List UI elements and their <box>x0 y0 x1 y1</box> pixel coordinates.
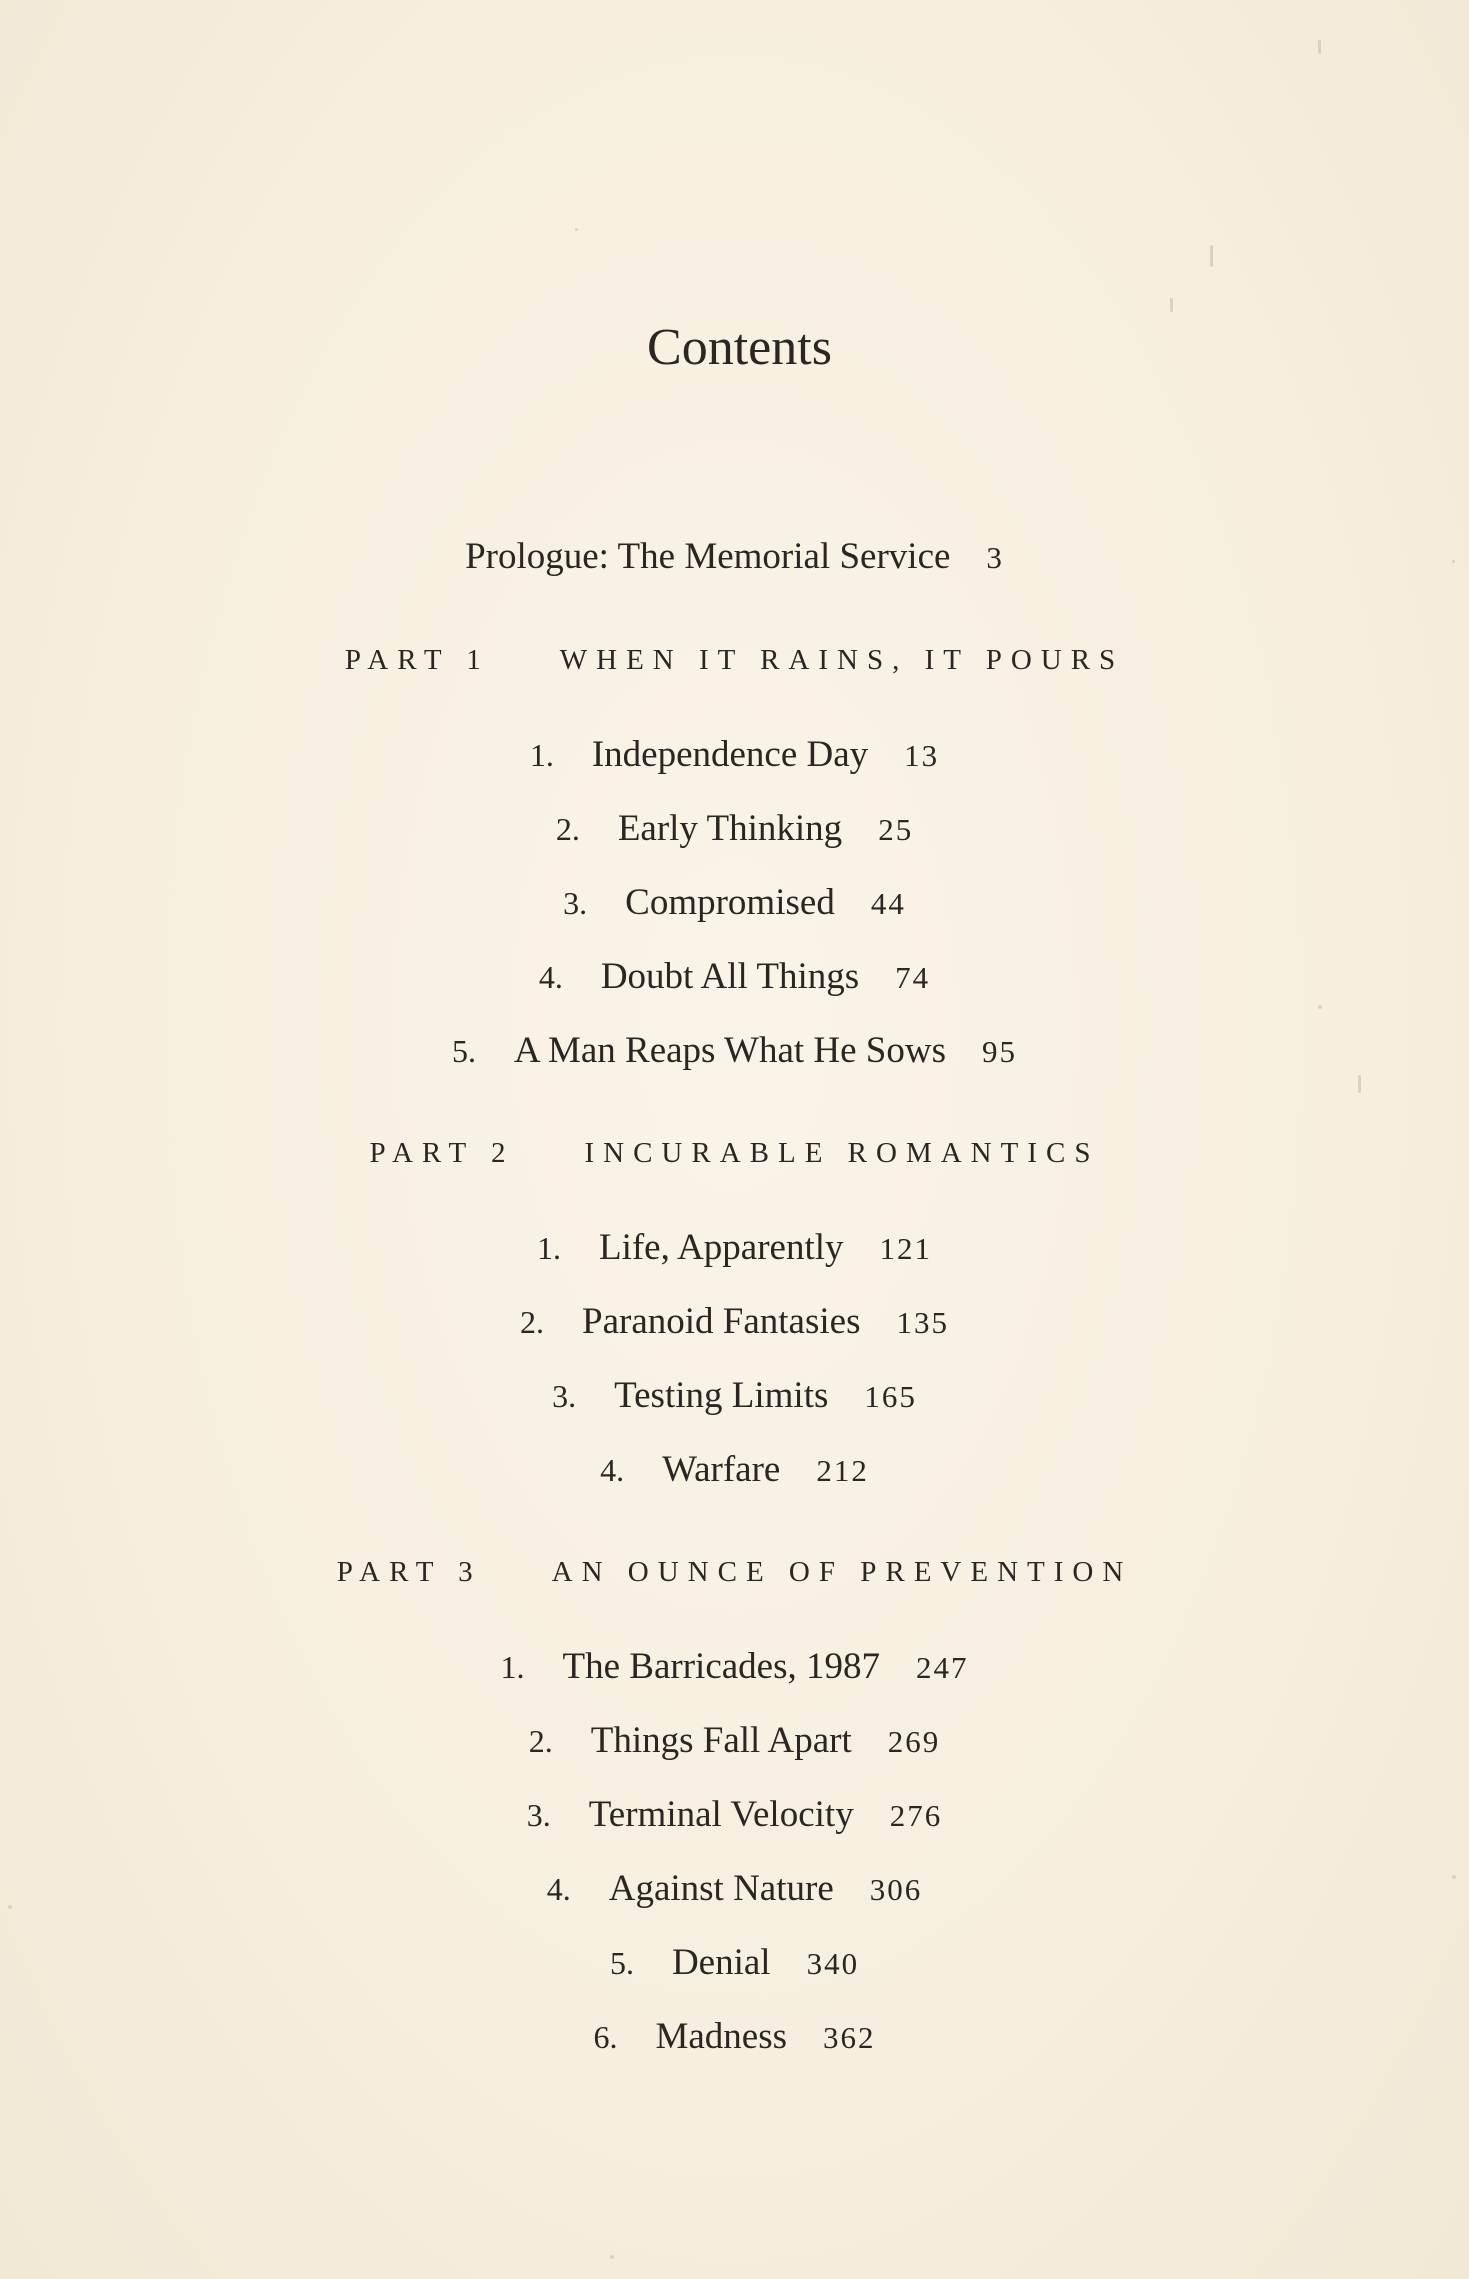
entry-title: Life, Apparently <box>598 1227 844 1268</box>
toc-entry <box>0 1941 1469 1984</box>
entry-page: 340 <box>806 1946 860 1981</box>
entry-page: 44 <box>870 886 906 921</box>
toc-entry <box>0 1300 1469 1343</box>
entry-page: 276 <box>889 1798 943 1833</box>
toc-entry <box>0 1645 1469 1688</box>
entry-number: 2. <box>520 1304 544 1340</box>
entry-page: 95 <box>981 1034 1017 1069</box>
paper-mark <box>1358 1075 1361 1093</box>
part-title: WHEN IT RAINS, IT POURS <box>559 644 1125 676</box>
part-label: PART 2 <box>369 1137 515 1169</box>
entry-page: 3 <box>986 540 1004 575</box>
entry-title: Testing Limits <box>614 1375 829 1416</box>
entry-page: 121 <box>879 1231 933 1266</box>
entry-title: Denial <box>671 1942 771 1983</box>
entry-title: Madness <box>655 2016 788 2057</box>
entry-page: 74 <box>895 960 931 995</box>
part-title: AN OUNCE OF PREVENTION <box>551 1556 1133 1588</box>
entry-number: 3. <box>526 1797 551 1833</box>
entry-title: The Barricades, 1987 <box>562 1646 880 1687</box>
toc-entry <box>0 1448 1469 1491</box>
entry-title: Doubt All Things <box>600 956 860 997</box>
toc-entry <box>0 1029 1469 1072</box>
entry-title: Terminal Velocity <box>588 1794 854 1835</box>
entry-page: 13 <box>904 738 940 773</box>
toc-entry <box>0 1719 1469 1762</box>
entry-number: 5. <box>452 1033 477 1069</box>
entry-number: 3. <box>563 885 588 921</box>
entry-number: 3. <box>552 1378 577 1414</box>
entry-number: 2. <box>528 1723 553 1759</box>
entry-number: 4. <box>600 1452 625 1488</box>
part-title: INCURABLE ROMANTICS <box>584 1137 1100 1169</box>
entry-title: Early Thinking <box>617 808 843 849</box>
entry-page: 212 <box>816 1453 869 1488</box>
entry-page: 165 <box>864 1379 917 1414</box>
toc-entry <box>0 2015 1469 2058</box>
paper-mark <box>575 228 578 231</box>
entry-page: 247 <box>915 1650 969 1685</box>
paper-mark <box>1210 245 1213 267</box>
entry-page: 306 <box>869 1872 923 1907</box>
entry-number: 4. <box>538 959 563 995</box>
part-label: PART 3 <box>336 1556 482 1588</box>
part-heading <box>0 1556 1469 1589</box>
entry-page: 269 <box>887 1724 941 1759</box>
entry-number: 6. <box>593 2019 618 2055</box>
entry-number: 2. <box>555 811 580 847</box>
entry-title: Prologue: The Memorial Service <box>465 536 951 577</box>
entry-page: 362 <box>823 2020 876 2055</box>
paper-mark <box>1170 298 1173 312</box>
entry-number: 4. <box>546 1871 571 1907</box>
part-heading <box>0 644 1469 677</box>
entry-number: 1. <box>500 1649 525 1685</box>
entry-number: 1. <box>536 1230 561 1266</box>
entry-title: Things Fall Apart <box>590 1720 852 1761</box>
entry-number: 5. <box>609 1945 634 1981</box>
entry-number: 1. <box>529 737 554 773</box>
toc-entry <box>0 1374 1469 1417</box>
part-heading <box>0 1137 1469 1170</box>
toc-entry <box>0 1226 1469 1269</box>
entry-page: 25 <box>878 812 914 847</box>
page-title: Contents <box>647 319 832 376</box>
paper-mark <box>1318 40 1321 54</box>
toc-entry <box>0 955 1469 998</box>
entry-title: Against Nature <box>608 1868 834 1909</box>
toc-entry <box>0 807 1469 850</box>
entry-title: Warfare <box>662 1449 781 1490</box>
entry-page: 135 <box>896 1305 949 1340</box>
toc-entry <box>0 1793 1469 1836</box>
entry-title: Paranoid Fantasies <box>582 1301 861 1342</box>
part-label: PART 1 <box>344 644 490 676</box>
paper-mark <box>610 2255 614 2259</box>
entry-title: Compromised <box>625 882 835 923</box>
toc-entry-prologue <box>0 535 1469 578</box>
toc-entry <box>0 881 1469 924</box>
entry-title: Independence Day <box>591 734 869 775</box>
toc-entry <box>0 1867 1469 1910</box>
toc-entry <box>0 733 1469 776</box>
paper-mark <box>1318 1005 1322 1009</box>
entry-title: A Man Reaps What He Sows <box>514 1030 946 1071</box>
